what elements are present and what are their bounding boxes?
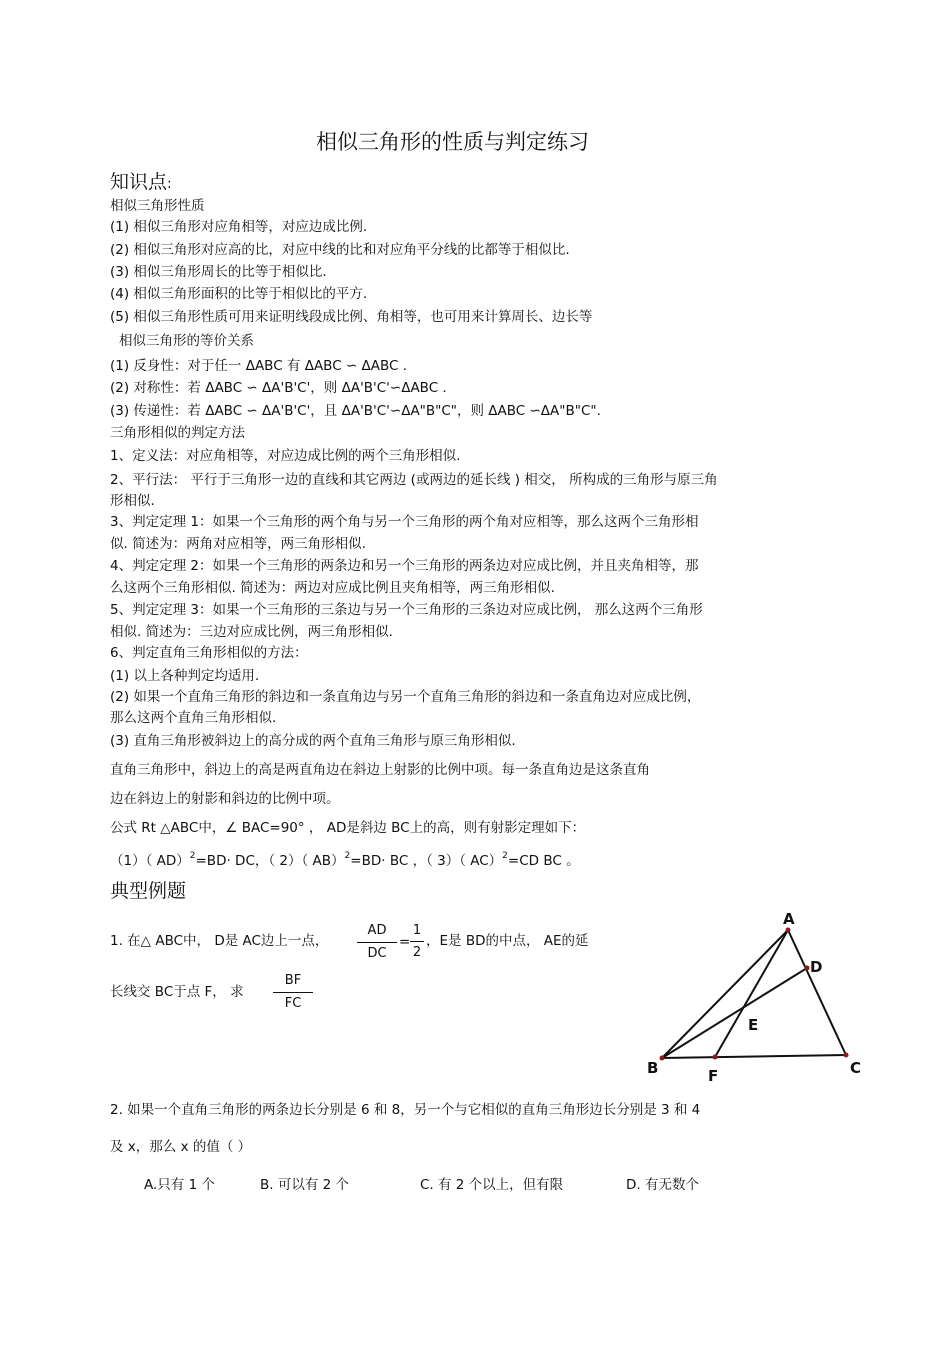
formula-exponent: 2 [189, 851, 196, 861]
fraction-numerator: 1 [412, 923, 422, 938]
judge-item: 么这两个三角形相似. 简述为：两边对应成比例且夹角相等，两三角形相似. [110, 580, 555, 596]
equiv-item: (2) 对称性：若 ΔABC ∽ ΔA'B'C'，则 ΔA'B'C'∽ΔABC . [110, 380, 447, 396]
point-a [786, 928, 791, 933]
formula-part: =BD· DC，（ 2）（ AB） [195, 853, 345, 869]
property-item: (2) 相似三角形对应高的比，对应中线的比和对应角平分线的比都等于相似比. [110, 242, 570, 258]
fraction-ad-dc [357, 923, 397, 962]
label-c: C [850, 1059, 862, 1077]
equiv-heading: 相似三角形的等价关系 [119, 333, 254, 349]
equals-sign: = [399, 934, 411, 950]
fraction-denominator: DC [367, 946, 387, 961]
fraction-one-half [410, 923, 424, 960]
projection-text: 边在斜边上的射影和斜边的比例中项。 [110, 791, 340, 807]
question-1-text: 1. 在△ ABC中， D是 AC边上一点， [110, 933, 329, 949]
label-e: E [748, 1016, 759, 1034]
option-c: C. 有 2 个以上，但有限 [420, 1177, 564, 1193]
projection-formula-intro: 公式 Rt △ABC中，∠ BAC=90° ， AD是斜边 BC上的高，则有射影定理如下： [110, 820, 586, 836]
point-d [805, 966, 810, 971]
judge-item: 4、判定定理 2：如果一个三角形的两条边和另一个三角形的两条边对应成比例，并且夹角相等，那 [110, 558, 699, 574]
knowledge-heading [110, 170, 172, 196]
fraction-denominator: 2 [412, 945, 422, 960]
triangle-diagram [630, 900, 870, 1090]
question-1-text: 长线交 BC于点 F， 求 [110, 984, 244, 1000]
judge-item: 5、判定定理 3：如果一个三角形的三条边与另一个三角形的三条边对应成比例， 那么这两个三角形 [110, 602, 703, 618]
judge-item: (1) 以上各种判定均适用. [110, 668, 260, 684]
equiv-item: (1) 反身性：对于任一 ΔABC 有 ΔABC ∽ ΔABC . [110, 358, 408, 374]
fraction-bar [273, 992, 313, 993]
fraction-numerator: AD [367, 923, 387, 938]
side-bc [662, 1055, 846, 1058]
judge-item: 相似. 简述为：三边对应成比例，两三角形相似. [110, 624, 393, 640]
page-title: 相似三角形的性质与判定练习 [316, 130, 589, 154]
label-b: B [647, 1059, 659, 1077]
judge-item: 6、判定直角三角形相似的方法： [110, 645, 308, 661]
knowledge-heading-colon: : [167, 176, 172, 192]
option-a: A.只有 1 个 [144, 1177, 215, 1193]
option-d: D. 有无数个 [626, 1177, 699, 1193]
label-f: F [708, 1067, 719, 1085]
point-c [844, 1053, 849, 1058]
judge-item: 似. 简述为：两角对应相等，两三角形相似. [110, 536, 366, 552]
judge-item: (3) 直角三角形被斜边上的高分成的两个直角三角形与原三角形相似. [110, 733, 516, 749]
segment-bd [662, 968, 807, 1058]
point-b [660, 1056, 665, 1061]
projection-text: 直角三角形中，斜边上的高是两直角边在斜边上射影的比例中项。每一条直角边是这条直角 [110, 762, 650, 778]
judge-item: (2) 如果一个直角三角形的斜边和一条直角边与另一个直角三角形的斜边和一条直角边对应成比例， [110, 689, 701, 705]
question-2-text: 及 x，那么 x 的值（ ） [110, 1139, 252, 1155]
fraction-bar [357, 942, 397, 943]
label-d: D [810, 958, 823, 976]
judge-item: 2、平行法： 平行于三角形一边的直线和其它两边 (或两边的延长线 ) 相交， 所构成的三角形与原三角 [110, 472, 718, 488]
point-f [713, 1055, 718, 1060]
fraction-denominator: FC [284, 996, 302, 1011]
option-b: B. 可以有 2 个 [260, 1177, 350, 1193]
fraction-numerator: BF [284, 973, 302, 988]
property-item: (5) 相似三角形性质可用来证明线段成比例、角相等，也可用来计算周长、边长等 [110, 309, 593, 325]
formula-part: =BD· BC ，（ 3）（ AC） [350, 853, 503, 869]
formula-part: （1）（ AD） [110, 853, 190, 869]
properties-heading: 相似三角形性质 [110, 198, 205, 214]
formula-part: =CD BC 。 [507, 853, 580, 869]
property-item: (4) 相似三角形面积的比等于相似比的平方. [110, 286, 368, 302]
fraction-bar [410, 941, 424, 942]
formula-exponent: 2 [502, 851, 508, 861]
knowledge-heading-text: 知识点 [110, 171, 168, 193]
judge-item: 形相似. [110, 493, 155, 509]
examples-heading: 典型例题 [110, 880, 187, 902]
equiv-item: (3) 传递性：若 ΔABC ∽ ΔA'B'C'，且 ΔA'B'C'∽ΔA"B"C"，则 ΔABC ∽ΔA"B"C". [110, 403, 601, 419]
projection-formulas [110, 848, 580, 869]
side-ac [788, 930, 846, 1055]
fraction-bf-fc [273, 973, 313, 1012]
property-item: (3) 相似三角形周长的比等于相似比. [110, 264, 327, 280]
property-item: (1) 相似三角形对应角相等，对应边成比例. [110, 219, 368, 235]
label-a: A [783, 910, 795, 928]
judge-heading: 三角形相似的判定方法 [110, 425, 245, 441]
question-2-text: 2. 如果一个直角三角形的两条边长分别是 6 和 8，另一个与它相似的直角三角形边长分别是 3 和 4 [110, 1102, 701, 1118]
judge-item: 3、判定定理 1：如果一个三角形的两个角与另一个三角形的两个角对应相等，那么这两个三角形相 [110, 514, 699, 530]
judge-item: 那么这两个直角三角形相似. [110, 710, 277, 726]
formula-exponent: 2 [344, 851, 351, 861]
judge-item: 1、定义法：对应角相等，对应边成比例的两个三角形相似. [110, 448, 461, 464]
question-1-text: ，E是 BD的中点， AE的延 [426, 933, 589, 949]
